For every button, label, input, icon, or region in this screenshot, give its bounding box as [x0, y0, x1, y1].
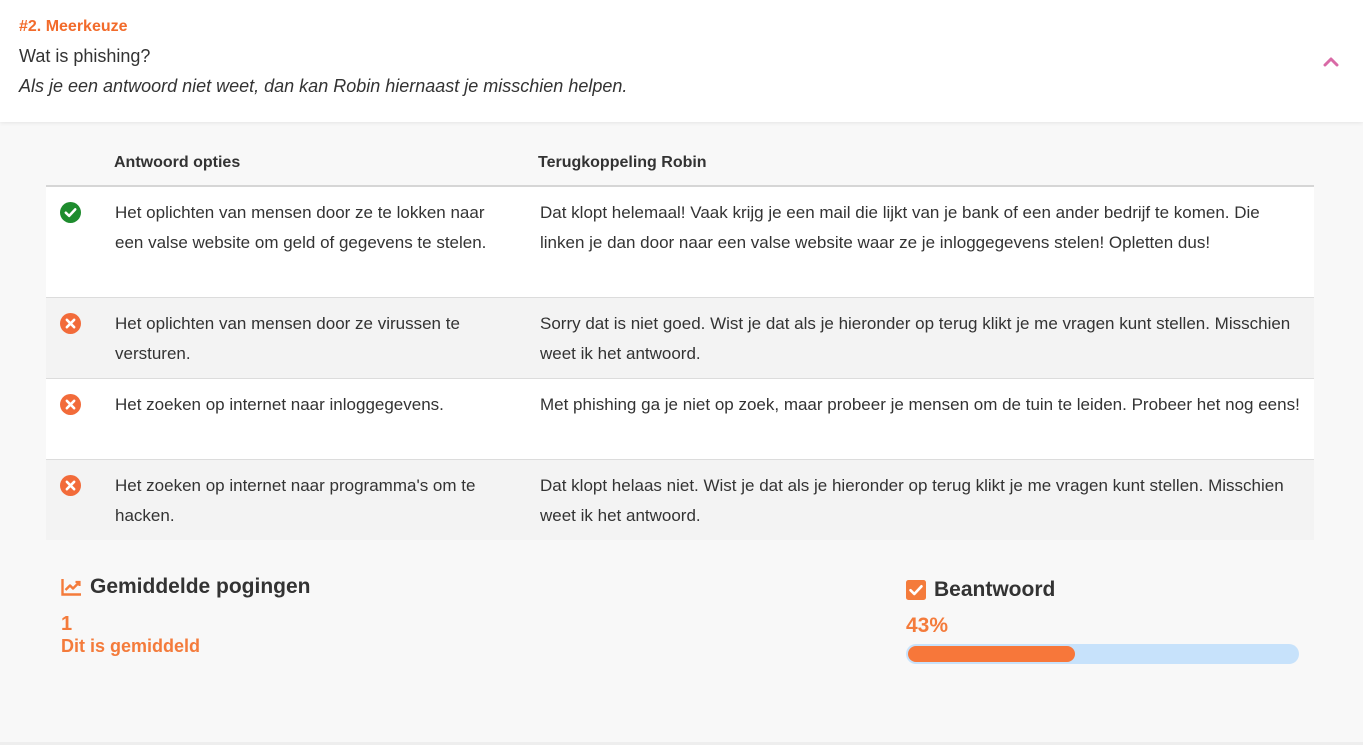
answered-title: Beantwoord — [934, 578, 1056, 601]
check-circle-icon — [60, 202, 81, 223]
answered-progress-bar — [906, 644, 1299, 664]
table-row — [46, 298, 1314, 379]
answer-option: Het oplichten van mensen door ze virussen te versturen. — [115, 314, 460, 363]
answer-feedback: Dat klopt helaas niet. Wist je dat als je hieronder op terug klikt je me vragen kunt stellen. Misschien weet ik het antwoord. — [540, 476, 1284, 525]
attempts-stat — [61, 575, 311, 657]
column-header-feedback: Terugkoppeling Robin — [538, 154, 707, 171]
table-row — [46, 379, 1314, 460]
answers-table — [46, 140, 1314, 540]
attempts-subtitle: Dit is gemiddeld — [61, 636, 201, 656]
chevron-up-icon — [1323, 55, 1339, 67]
answered-progress-fill — [908, 646, 1075, 662]
table-row — [46, 460, 1314, 540]
column-header-options: Antwoord opties — [114, 154, 241, 171]
x-circle-icon — [60, 475, 81, 496]
x-circle-icon — [60, 394, 81, 415]
answer-feedback: Dat klopt helemaal! Vaak krijg je een mail die lijkt van je bank of een ander bedrijf te komen. Die linken je dan door naar een valse website waar ze je inloggegevens stelen! Opletten dus! — [540, 203, 1260, 252]
table-row — [46, 187, 1314, 298]
attempts-title: Gemiddelde pogingen — [90, 575, 311, 598]
question-hint: Als je een antwoord niet weet, dan kan Robin hiernaast je misschien helpen. — [19, 76, 628, 96]
answer-feedback: Met phishing ga je niet op zoek, maar probeer je mensen om de tuin te leiden. Probeer het nog eens! — [540, 395, 1300, 414]
answer-feedback: Sorry dat is niet goed. Wist je dat als je hieronder op terug klikt je me vragen kunt stellen. Misschien weet ik het antwoord. — [540, 314, 1291, 363]
answer-option: Het oplichten van mensen door ze te lokken naar een valse website om geld of gegevens te stelen. — [115, 203, 487, 252]
x-circle-icon — [60, 313, 81, 334]
answered-stat — [906, 578, 1300, 664]
collapse-button[interactable] — [1316, 48, 1346, 74]
question-header — [0, 0, 1363, 122]
question-number: #2. Meerkeuze — [19, 18, 128, 35]
answer-option: Het zoeken op internet naar programma's om te hacken. — [115, 476, 476, 525]
table-header — [46, 140, 1314, 187]
answer-option: Het zoeken op internet naar inloggegevens. — [115, 395, 444, 414]
question-title: Wat is phishing? — [19, 46, 151, 66]
checkbox-icon — [906, 580, 926, 600]
line-chart-icon — [61, 578, 82, 596]
answered-percent: 43% — [906, 614, 949, 637]
attempts-value: 1 — [61, 613, 73, 635]
